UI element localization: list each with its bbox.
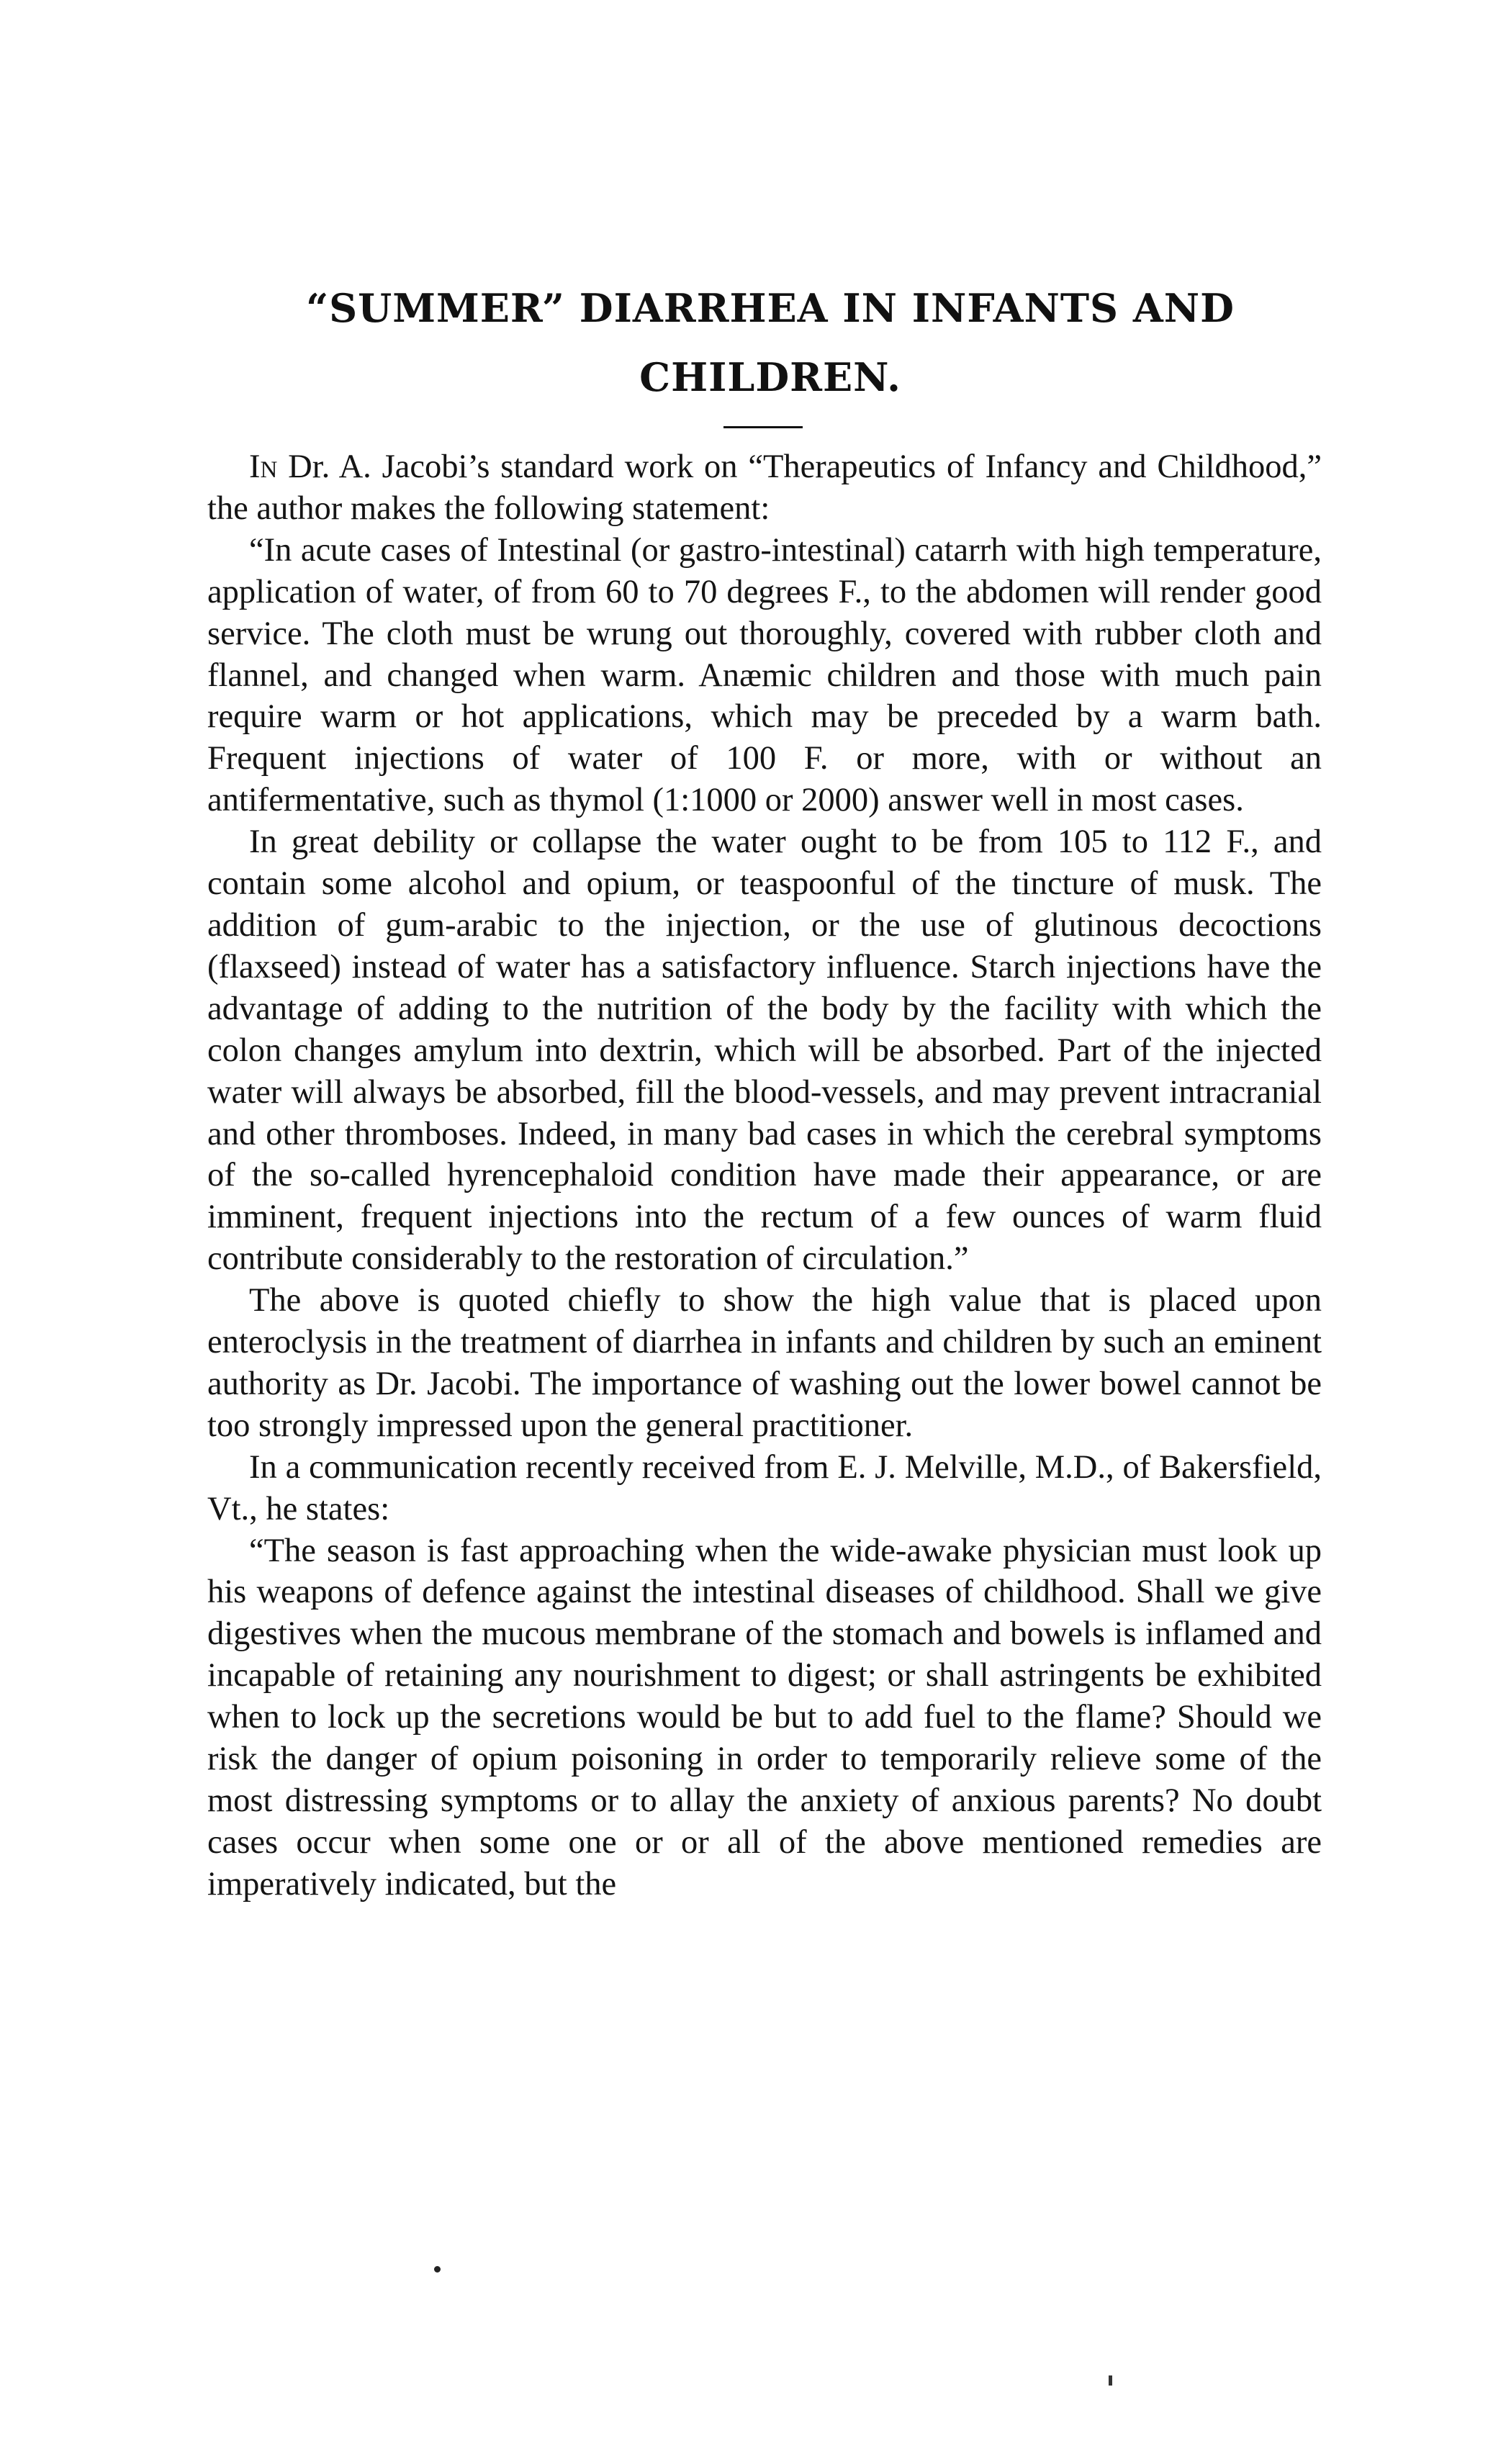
paragraph-1	[207, 446, 1322, 530]
paragraph-3: In great debility or collapse the water ought to be from 105 to 112 F., and contain some alcohol and opium, or teaspoonful of the tincture of musk. The addition of gum-arabic to the injection, or the use of glutinous decoctions (flaxseed) instead of water has a satisfactory influence. Starch injections have the advantage of adding to the nutrition of the body by the facility with which the colon changes amylum into dextrin, which will be absorbed. Part of the injected water will always be absorbed, fill the blood-vessels, and may prevent intracranial and other thromboses. Indeed, in many bad cases in which the cerebral symptoms of the so-called hyrencephaloid condition have made their appearance, or are imminent, frequent injections into the rectum of a few ounces of warm fluid contribute considerably to the restoration of circulation.”	[207, 823, 1322, 1278]
article-title	[209, 274, 1332, 412]
title-line-2: CHILDREN.	[639, 354, 901, 400]
title-line-1: “SUMMER” DIARRHEA IN INFANTS AND	[306, 285, 1235, 331]
paragraph-lead: In	[249, 448, 278, 485]
ink-mark	[1109, 2375, 1112, 2386]
paragraph-text: Dr. A. Jacobi’s standard work on “Therapeutics of Infancy and Childhood,” the author makes the following statement:	[207, 448, 1322, 527]
article-body	[207, 446, 1322, 1905]
paragraph-2: “In acute cases of Intestinal (or gastro-intestinal) catarrh with high temperature, application of water, of from 60 to 70 degrees F., to the abdomen will render good service. The cloth must be wrung out thoroughly, covered with rubber cloth and flannel, and changed when warm. Anæmic children and those with much pain require warm or hot applications, which may be preceded by a warm bath. Frequent injections of water of 100 F. or more, with or without an antifermentative, such as thymol (1:1000 or 2000) answer well in most cases.	[207, 531, 1322, 819]
title-divider	[723, 426, 803, 428]
ink-speck	[434, 2266, 441, 2273]
paragraph-6: “The season is fast approaching when the wide-awake physician must look up his weapons of defence against the intestinal diseases of childhood. Shall we give digestives when the mucous membrane of the stomach and bowels is inflamed and incapable of retaining any nourishment to digest; or shall astringents be exhibited when to lock up the secretions would be but to add fuel to the flame? Should we risk the danger of opium poisoning in order to temporarily relieve some of the most distressing symptoms or to allay the anxiety of anxious parents? No doubt cases occur when some one or or all of the above mentioned remedies are imperatively indicated, but the	[207, 1532, 1322, 1903]
paragraph-5: In a communication recently received from E. J. Melville, M.D., of Bakersfield, Vt., he states:	[207, 1448, 1322, 1527]
paragraph-4: The above is quoted chiefly to show the high value that is placed upon enteroclysis in the treatment of diarrhea in infants and children by such an eminent authority as Dr. Jacobi. The importance of washing out the lower bowel cannot be too strongly impressed upon the general practitioner.	[207, 1282, 1322, 1444]
